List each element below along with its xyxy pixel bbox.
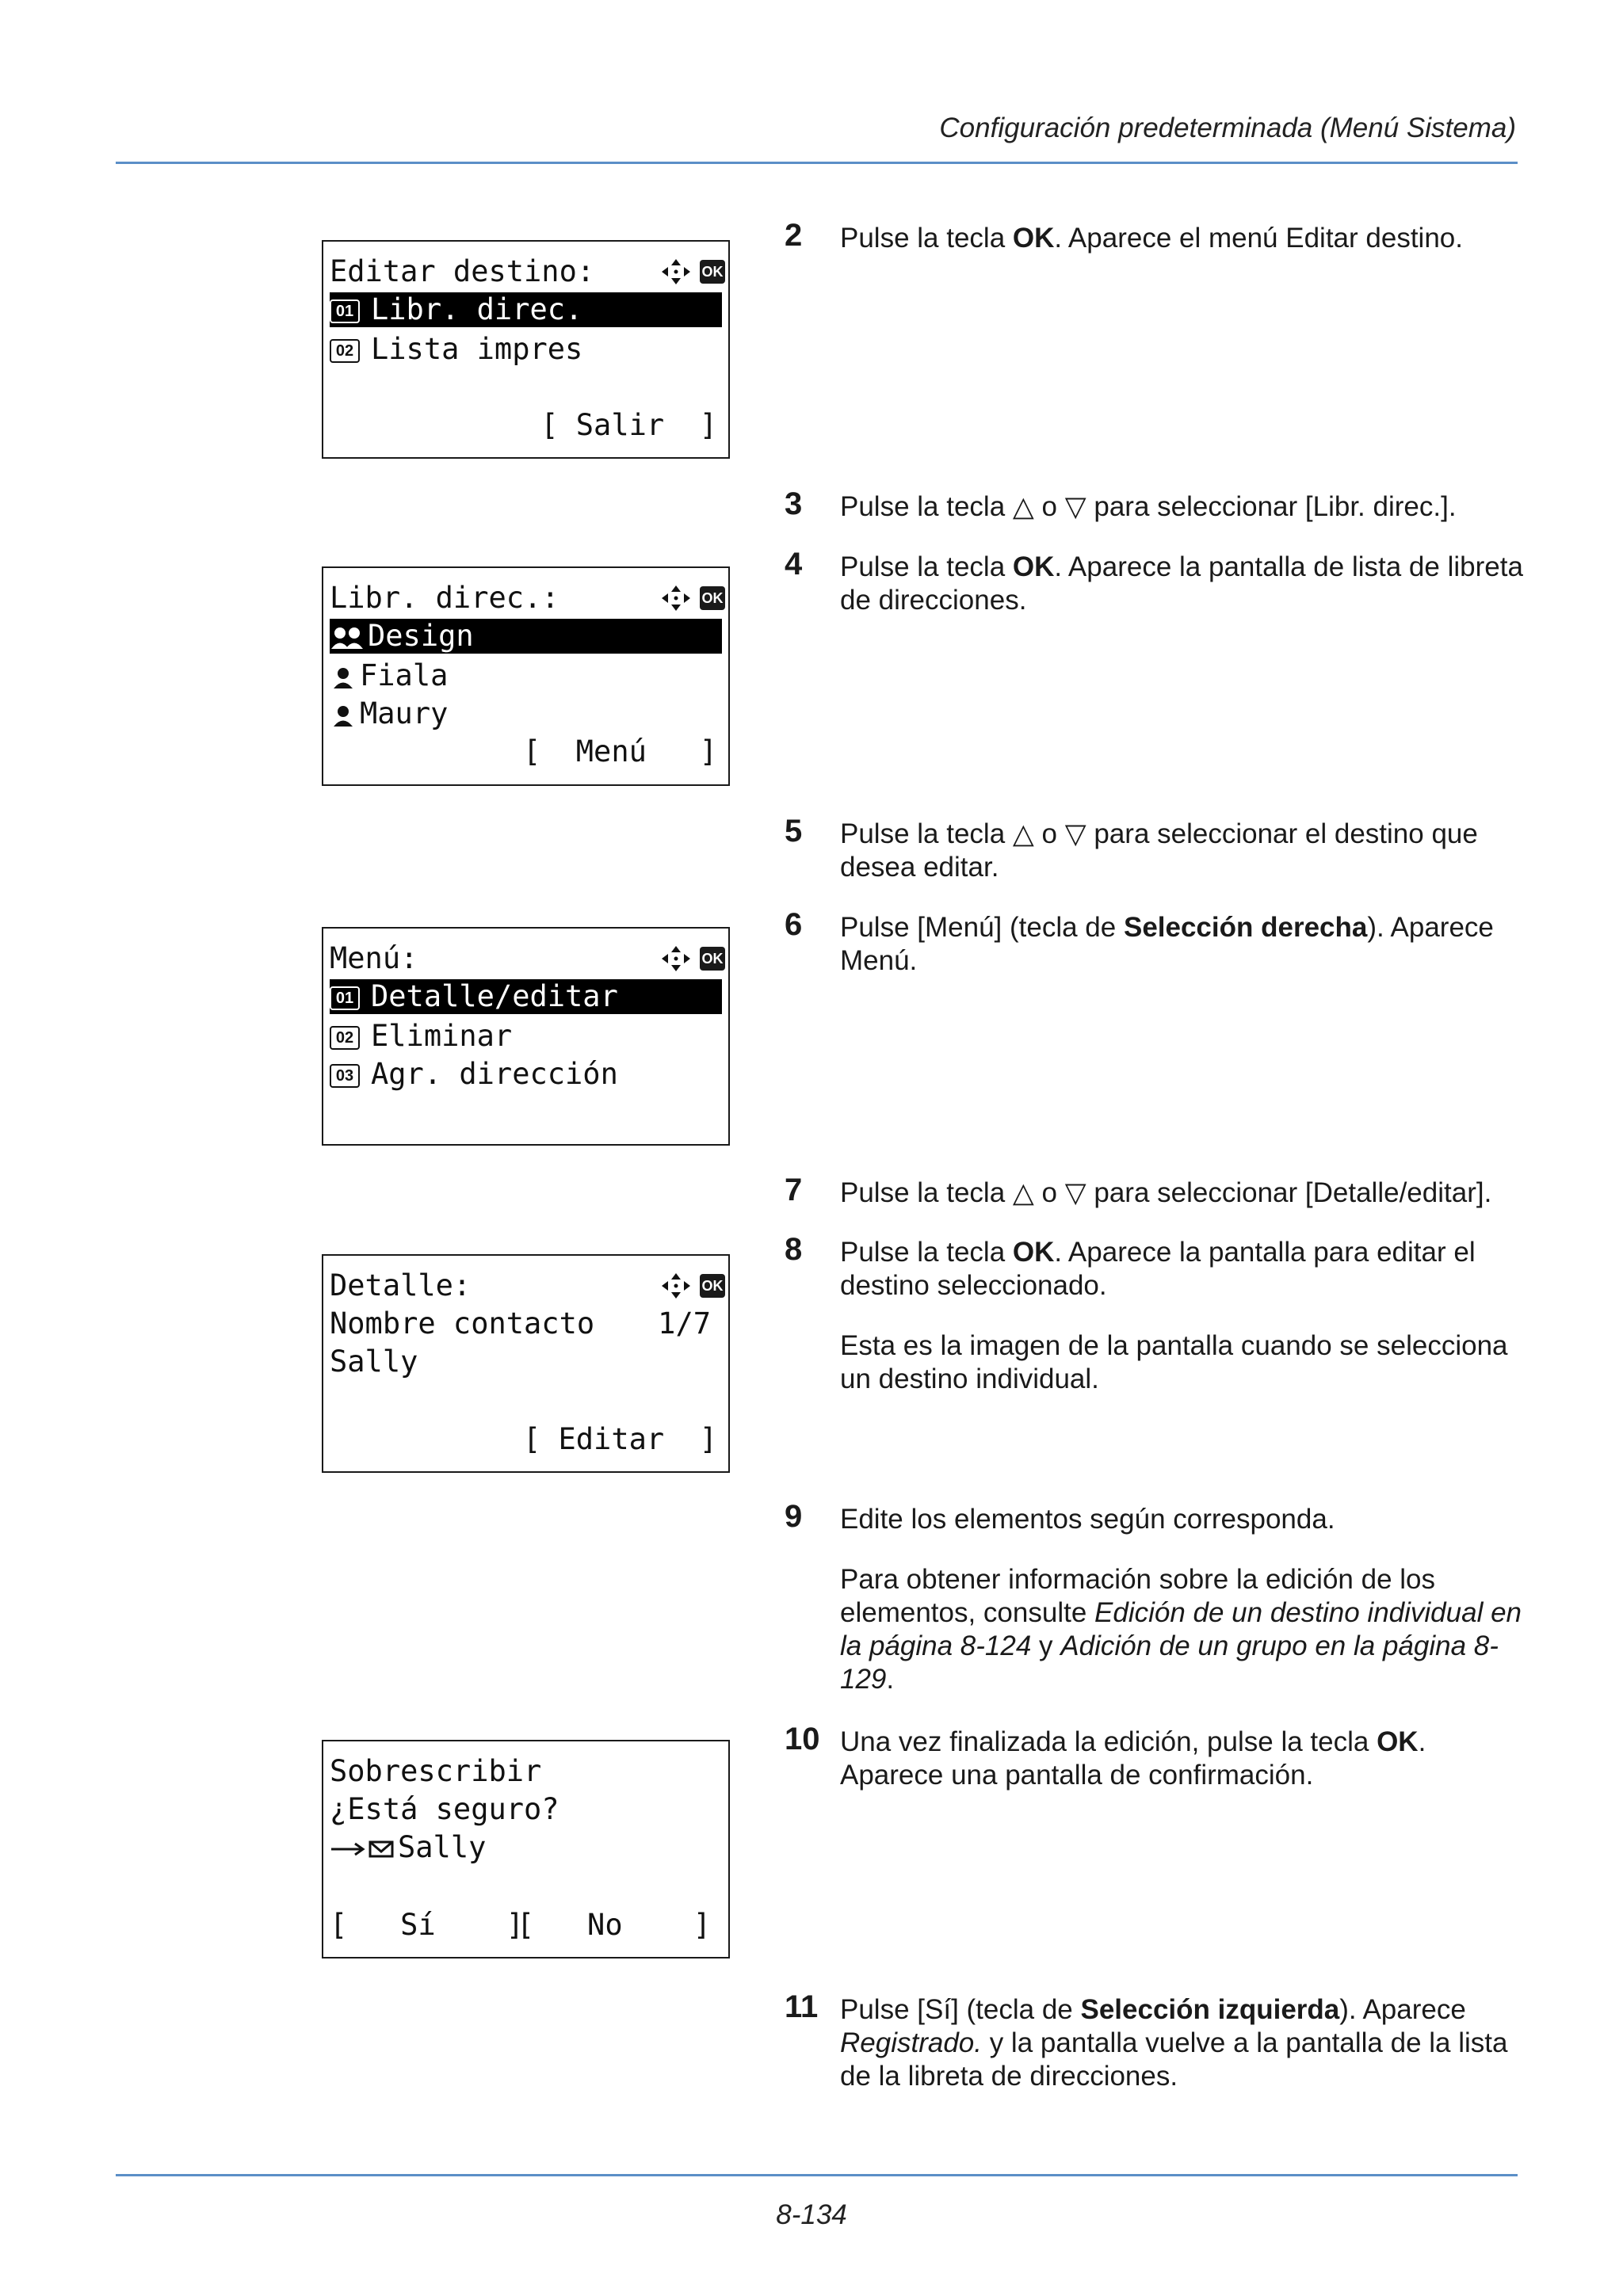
step-8	[785, 1232, 1529, 1396]
header-title: Configuración predeterminada (Menú Sistema)	[939, 113, 1516, 143]
email-icon	[368, 1837, 396, 1861]
group-icon	[330, 626, 365, 650]
ok-icon: OK	[700, 260, 725, 284]
person-icon	[330, 666, 357, 689]
step-number: 10	[785, 1722, 820, 1756]
step-text: Pulse [Menú] (tecla de Selección derecha). Aparece Menú.	[840, 912, 1494, 976]
lcd-title: Sobrescribir	[330, 1754, 542, 1788]
item-number-icon: 01	[330, 986, 360, 1010]
lcd-libr-direc	[322, 566, 730, 786]
lcd-softkey: [ Editar ]	[522, 1422, 717, 1456]
step-11	[785, 1989, 1529, 2093]
lcd-menu	[322, 927, 730, 1146]
step-text: Pulse la tecla OK. Aparece la pantalla para editar el destino seleccionado. Esta es la imagen de la pantalla cuando se selecciona un destino individual.	[840, 1236, 1529, 1396]
lcd-nav-icons	[660, 256, 725, 288]
lcd-title: Menú:	[330, 941, 418, 975]
lcd-field-row: Nombre contacto 1/7	[330, 1306, 711, 1341]
lcd-nav-icons	[660, 582, 725, 614]
step-text: Pulse la tecla △ o ▽ para seleccionar [Libr. direc.].	[840, 491, 1457, 522]
lcd-title: Libr. direc.:	[330, 581, 559, 615]
softkey-right: [ No ]	[516, 1908, 711, 1942]
step-5	[785, 814, 1529, 884]
lcd-sobrescribir	[322, 1740, 730, 1958]
lcd-page-indicator: 1/7	[658, 1306, 711, 1341]
four-way-arrow-icon	[660, 944, 692, 973]
lcd-item: 02 Lista impres	[330, 332, 722, 367]
ok-icon: OK	[700, 586, 725, 610]
page-number: 8-134	[776, 2199, 847, 2230]
lcd-item: Maury	[330, 696, 722, 731]
item-number-icon: 02	[330, 1026, 360, 1050]
lcd-title: Editar destino:	[330, 254, 595, 288]
ok-icon: OK	[700, 947, 725, 971]
lcd-destination: Sally	[330, 1830, 722, 1865]
step-note: Para obtener información sobre la edición de los elementos, consulte Edición de un destino individual en la página 8-124 y Adición de un grupo en la página 8-129.	[840, 1564, 1522, 1695]
step-number: 11	[785, 1989, 819, 2024]
person-icon	[330, 704, 357, 727]
step-number: 2	[785, 218, 803, 253]
step-note: Esta es la imagen de la pantalla cuando se selecciona un destino individual.	[840, 1330, 1508, 1394]
step-text: Pulse la tecla OK. Aparece el menú Editar destino.	[840, 223, 1463, 254]
step-number: 9	[785, 1499, 803, 1534]
step-10	[785, 1722, 1529, 1792]
lcd-item-selected: Design	[330, 619, 722, 654]
lcd-item: Fiala	[330, 658, 722, 693]
step-3	[785, 486, 1529, 524]
softkey-left: [ Sí ]	[330, 1908, 525, 1942]
lcd-softkey: [ Menú ]	[522, 734, 717, 769]
step-4	[785, 547, 1529, 617]
step-text: Pulse [Sí] (tecla de Selección izquierda). Aparece Registrado. y la pantalla vuelve a la pantalla de la lista de la libreta de direcciones.	[840, 1994, 1508, 2092]
step-number: 8	[785, 1232, 803, 1267]
item-number-icon: 02	[330, 339, 360, 363]
lcd-editar-destino	[322, 240, 730, 459]
four-way-arrow-icon	[660, 584, 692, 612]
lcd-item-selected: 01 Detalle/editar	[330, 979, 722, 1014]
step-2	[785, 218, 1529, 255]
lcd-item: 03 Agr. dirección	[330, 1057, 722, 1092]
lcd-nav-icons	[660, 943, 725, 974]
lcd-softkey: [ Salir ]	[540, 408, 717, 442]
arrow-right-icon	[330, 1837, 368, 1861]
step-text: Una vez finalizada la edición, pulse la tecla OK. Aparece una pantalla de confirmación.	[840, 1726, 1426, 1791]
cross-reference-link[interactable]: Adición de un grupo en la página 8-129	[840, 1630, 1499, 1695]
step-text: Pulse la tecla △ o ▽ para seleccionar [Detalle/editar].	[840, 1177, 1492, 1208]
step-6	[785, 907, 1529, 978]
footer-rule	[116, 2174, 1518, 2176]
four-way-arrow-icon	[660, 1272, 692, 1300]
step-number: 6	[785, 907, 803, 942]
step-text: Pulse la tecla △ o ▽ para seleccionar el destino que desea editar.	[840, 818, 1478, 883]
step-text: Pulse la tecla OK. Aparece la pantalla de lista de libreta de direcciones.	[840, 551, 1523, 616]
lcd-field-value: Sally	[330, 1344, 418, 1379]
step-9	[785, 1499, 1529, 1696]
lcd-softkeys	[330, 1908, 722, 1943]
step-text: Edite los elementos según corresponda. Para obtener información sobre la edición de los elementos, consulte Edición de un destino individual en la página 8-124 y Adición de un grupo en la página 8-129.	[840, 1503, 1529, 1696]
ok-icon: OK	[700, 1274, 725, 1298]
four-way-arrow-icon	[660, 257, 692, 286]
item-number-icon: 03	[330, 1064, 360, 1088]
lcd-item-selected: 01 Libr. direc.	[330, 292, 722, 327]
cross-reference-link[interactable]: Edición de un destino individual en la página 8-124	[840, 1597, 1522, 1661]
lcd-nav-icons	[660, 1270, 725, 1302]
step-number: 7	[785, 1173, 803, 1207]
step-number: 4	[785, 547, 803, 582]
step-7	[785, 1173, 1529, 1210]
item-number-icon: 01	[330, 299, 360, 323]
lcd-item: 02 Eliminar	[330, 1019, 722, 1054]
header-rule	[116, 162, 1518, 164]
step-number: 3	[785, 486, 803, 521]
lcd-question: ¿Está seguro?	[330, 1792, 559, 1826]
lcd-detalle	[322, 1254, 730, 1473]
step-number: 5	[785, 814, 803, 849]
lcd-title: Detalle:	[330, 1268, 472, 1302]
